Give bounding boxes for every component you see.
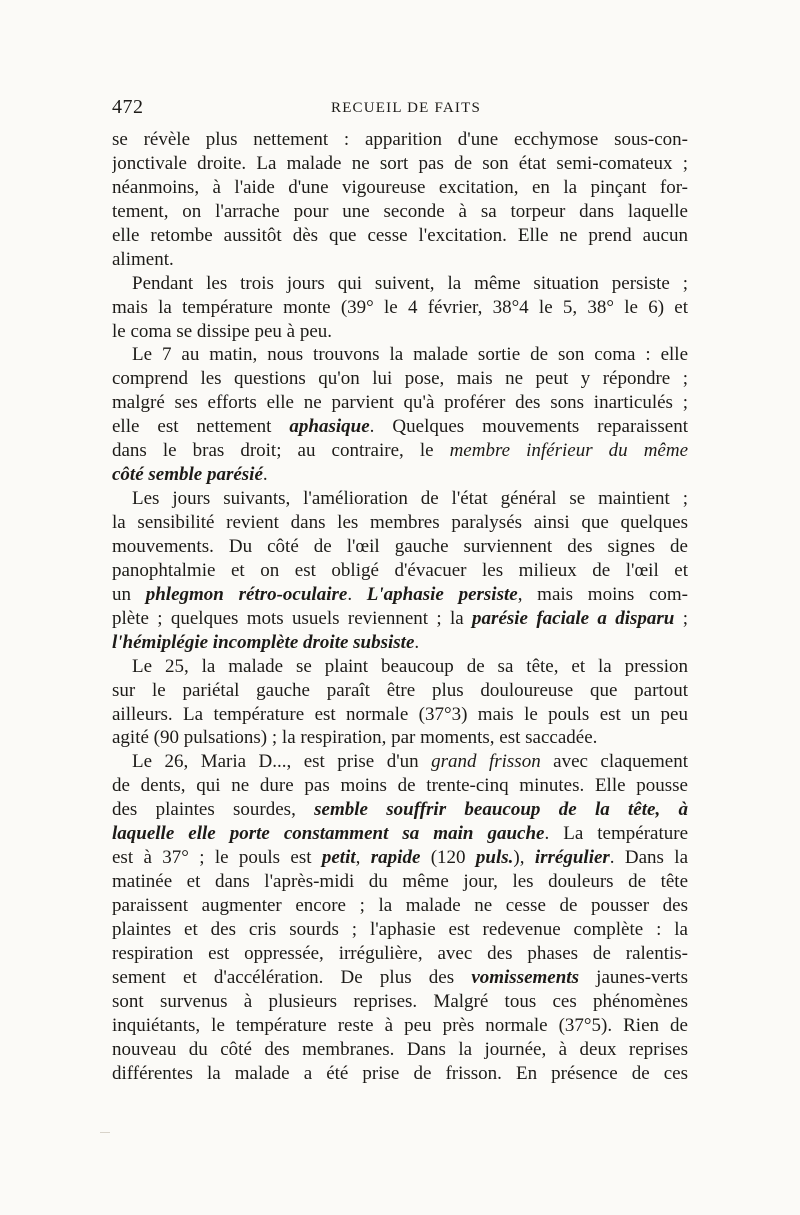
text-line: matinée et dans l'après-midi du même jour, les douleurs de tête [112, 871, 688, 893]
text-line: des plaintes sourdes, semble souffrir beaucoup de la tête, à [112, 799, 688, 821]
text-line: nouveau du côté des membranes. Dans la journée, à deux reprises [112, 1038, 688, 1060]
scan-mark [100, 1132, 110, 1133]
page-header [112, 96, 700, 122]
italic-term: l'hémiplégie incomplète droite subsiste [112, 631, 415, 653]
text-line: un phlegmon rétro-oculaire. L'aphasie persiste, mais moins com- [112, 583, 688, 605]
italic-term: parésie faciale a disparu [472, 607, 675, 629]
text-line: mais la température monte (39° le 4 février, 38°4 le 5, 38° le 6) et [112, 296, 688, 318]
text-line: elle est nettement aphasique. Quelques mouvements reparaissent [112, 416, 688, 438]
italic-term: irrégulier [534, 847, 610, 869]
text-line: mouvements. Du côté de l'œil gauche surviennent des signes de [112, 535, 688, 557]
italic-term: aphasique [289, 416, 370, 438]
text-line: sur le pariétal gauche paraît être plus douloureuse que partout [112, 679, 688, 701]
text-line: côté semble parésié. [112, 464, 268, 486]
italic-term: puls. [475, 847, 514, 869]
italic-term: petit [321, 847, 356, 869]
italic-term: semble souffrir beaucoup de la tête, à [314, 799, 688, 821]
text-line: Le 26, Maria D..., est prise d'un grand frisson avec claquement [132, 751, 688, 773]
text-line: sont survenus à plusieurs reprises. Malgré tous ces phénomènes [112, 990, 688, 1012]
italic-term: grand frisson [431, 751, 541, 773]
text-line: malgré ses efforts elle ne parvient qu'à proférer des sons inarticulés ; [112, 392, 688, 414]
italic-term: L'aphasie persiste [366, 583, 518, 605]
italic-term: rapide [370, 847, 421, 869]
text-line: Le 7 au matin, nous trouvons la malade sortie de son coma : elle [132, 344, 688, 366]
text-line: jonctivale droite. La malade ne sort pas de son état semi-comateux ; [112, 152, 688, 174]
italic-term: membre inférieur du même [449, 440, 688, 462]
text-line: plète ; quelques mots usuels reviennent ; la parésie faciale a disparu ; [112, 607, 688, 629]
text-line: de dents, qui ne dure pas moins de trente-cinq minutes. Elle pousse [112, 775, 688, 797]
text-line: elle retombe aussitôt dès que cesse l'excitation. Elle ne prend aucun [112, 224, 688, 246]
text-line: se révèle plus nettement : apparition d'une ecchymose sous-con- [112, 129, 688, 150]
text-line: différentes la malade a été prise de frisson. En présence de ces [112, 1062, 688, 1084]
text-line: respiration est oppressée, irrégulière, avec des phases de ralentis- [112, 942, 688, 964]
body-text [112, 128, 688, 1086]
text-line: paraissent augmenter encore ; la malade ne cesse de pousser des [112, 895, 688, 916]
text-line: panophtalmie et on est obligé d'évacuer les milieux de l'œil et [112, 559, 688, 581]
text-line: laquelle elle porte constamment sa main gauche. La température [112, 823, 688, 845]
text-line: l'hémiplégie incomplète droite subsiste. [112, 631, 420, 653]
text-line: aliment. [112, 248, 174, 270]
text-line: plaintes et des cris sourds ; l'aphasie est redevenue complète : la [112, 918, 688, 940]
page-number: 472 [112, 96, 144, 118]
text-line: est à 37° ; le pouls est petit, rapide (120 puls.), irrégulier. Dans la [112, 847, 688, 869]
italic-term: vomissements [471, 966, 579, 988]
text-line: inquiétants, le température reste à peu près normale (37°5). Rien de [112, 1014, 688, 1036]
italic-term: laquelle elle porte constamment sa main gauche [112, 823, 545, 845]
text-line: Le 25, la malade se plaint beaucoup de sa tête, et la pression [132, 655, 688, 677]
text-line: néanmoins, à l'aide d'une vigoureuse excitation, en la pinçant for- [112, 176, 688, 198]
text-line: le coma se dissipe peu à peu. [112, 320, 333, 342]
text-line: sement et d'accélération. De plus des vomissements jaunes-verts [112, 966, 688, 988]
italic-term: phlegmon rétro-oculaire [145, 583, 348, 605]
running-title: RECUEIL DE FAITS [330, 100, 482, 116]
italic-term: côté semble parésié [112, 464, 263, 486]
text-line: ailleurs. La température est normale (37°3) mais le pouls est un peu [112, 703, 688, 725]
text-line: agité (90 pulsations) ; la respiration, par moments, est saccadée. [112, 727, 598, 749]
text-line: tement, on l'arrache pour une seconde à sa torpeur dans laquelle [112, 200, 688, 222]
text-line: Pendant les trois jours qui suivent, la même situation persiste ; [132, 272, 688, 294]
text-line: dans le bras droit; au contraire, le membre inférieur du même [112, 440, 688, 462]
text-line: comprend les questions qu'on lui pose, mais ne peut y répondre ; [112, 368, 688, 390]
text-line: Les jours suivants, l'amélioration de l'état général se maintient ; [132, 488, 688, 510]
text-line: la sensibilité revient dans les membres paralysés ainsi que quelques [112, 512, 688, 533]
